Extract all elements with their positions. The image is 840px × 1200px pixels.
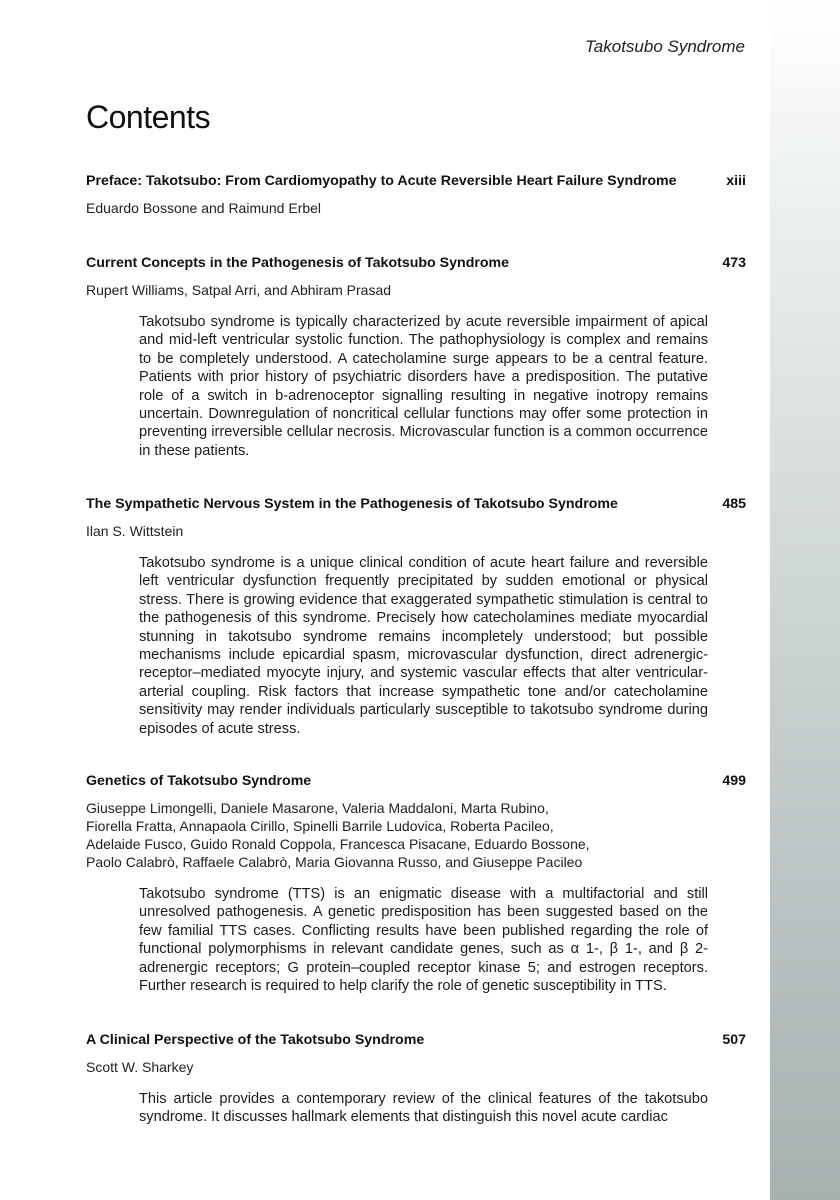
entry-abstract: Takotsubo syndrome is a unique clinical condition of acute heart failure and reversible left ventricular dysfunction frequently precipitated by sudden emotional or physical stress. There is growing evidence that exaggerated sympathetic stimulation is central to the pathogenesis of this syndrome. Precisely how catecholamines mediate myocardial stunning in takotsubo syndrome remains incompletely understood; but possible mechanisms include epicardial spasm, microvascular dysfunction, direct adrenergic-receptor–mediated myocyte injury, and systemic vascular effects that alter ventricular-arterial coupling. Risk factors that increase sympathetic tone and/or catecholamine sensitivity may render individuals particularly susceptible to takotsubo syndrome during episodes of acute stress. bbox=[139, 555, 708, 737]
decorative-side-strip bbox=[770, 0, 840, 1200]
entry-title[interactable]: A Clinical Perspective of the Takotsubo Syndrome bbox=[86, 1032, 425, 1048]
author-line: Ilan S. Wittstein bbox=[86, 523, 184, 539]
author-line: Eduardo Bossone and Raimund Erbel bbox=[86, 200, 322, 216]
entry-page-number: 507 bbox=[722, 1032, 746, 1048]
author-line: Rupert Williams, Satpal Arri, and Abhiram Prasad bbox=[86, 282, 392, 298]
toc-entry-genetics[interactable] bbox=[86, 773, 746, 995]
entry-authors bbox=[86, 1058, 746, 1076]
author-line: Adelaide Fusco, Guido Ronald Coppola, Francesca Pisacane, Eduardo Bossone, bbox=[86, 836, 590, 852]
entry-authors bbox=[86, 199, 746, 217]
page-title: Contents bbox=[86, 99, 211, 135]
author-line: Scott W. Sharkey bbox=[86, 1059, 194, 1075]
author-line: Giuseppe Limongelli, Daniele Masarone, Valeria Maddaloni, Marta Rubino, bbox=[86, 800, 549, 816]
entry-authors bbox=[86, 799, 746, 871]
entry-title[interactable]: Preface: Takotsubo: From Cardiomyopathy to Acute Reversible Heart Failure Syndrome bbox=[86, 173, 677, 189]
entry-title[interactable]: Genetics of Takotsubo Syndrome bbox=[86, 773, 312, 789]
entry-authors bbox=[86, 281, 746, 299]
entry-page-number: 499 bbox=[722, 773, 746, 789]
entry-page-number: 485 bbox=[722, 496, 746, 512]
entry-page-number: 473 bbox=[722, 255, 746, 271]
toc-entry-pathogenesis[interactable] bbox=[86, 255, 746, 460]
entry-authors bbox=[86, 522, 746, 540]
entry-title[interactable]: Current Concepts in the Pathogenesis of Takotsubo Syndrome bbox=[86, 255, 510, 271]
entry-abstract: This article provides a contemporary review of the clinical features of the takotsubo syndrome. It discusses hallmark elements that distinguish this novel acute cardiac bbox=[139, 1091, 708, 1126]
toc-entry-preface[interactable] bbox=[86, 173, 746, 217]
running-head: Takotsubo Syndrome bbox=[584, 37, 745, 56]
author-line: Fiorella Fratta, Annapaola Cirillo, Spinelli Barrile Ludovica, Roberta Pacileo, bbox=[86, 818, 554, 834]
entry-abstract: Takotsubo syndrome (TTS) is an enigmatic disease with a multifactorial and still unresolved pathogenesis. A genetic predisposition has been suggested based on the few familial TTS cases. Conflicting results have been published regarding the role of functional polymorphisms in relevant candidate genes, such as α 1-, β 1-, and β 2-adrenergic receptors; G protein–coupled receptor kinase 5; and estrogen receptors. Further research is required to help clarify the role of genetic susceptibility in TTS. bbox=[139, 886, 708, 995]
entry-page-number: xiii bbox=[726, 173, 746, 189]
entry-title[interactable]: The Sympathetic Nervous System in the Pathogenesis of Takotsubo Syndrome bbox=[86, 496, 618, 512]
entry-abstract: Takotsubo syndrome is typically characterized by acute reversible impairment of apical and mid-left ventricular systolic function. The pathophysiology is complex and remains to be completely understood. A catecholamine surge appears to be a central feature. Patients with prior history of psychiatric disorders have a predisposition. The putative role of a switch in b-adrenoceptor signalling resulting in negative inotropy remains uncertain. Downregulation of noncritical cellular functions may offer some protection in preventing irreversible cellular necrosis. Microvascular function is a common occurrence in these patients. bbox=[139, 314, 708, 459]
toc-entry-sympathetic[interactable] bbox=[86, 496, 746, 738]
author-line: Paolo Calabrò, Raffaele Calabrò, Maria Giovanna Russo, and Giuseppe Pacileo bbox=[86, 854, 583, 870]
toc-entry-clinical[interactable] bbox=[86, 1032, 746, 1127]
